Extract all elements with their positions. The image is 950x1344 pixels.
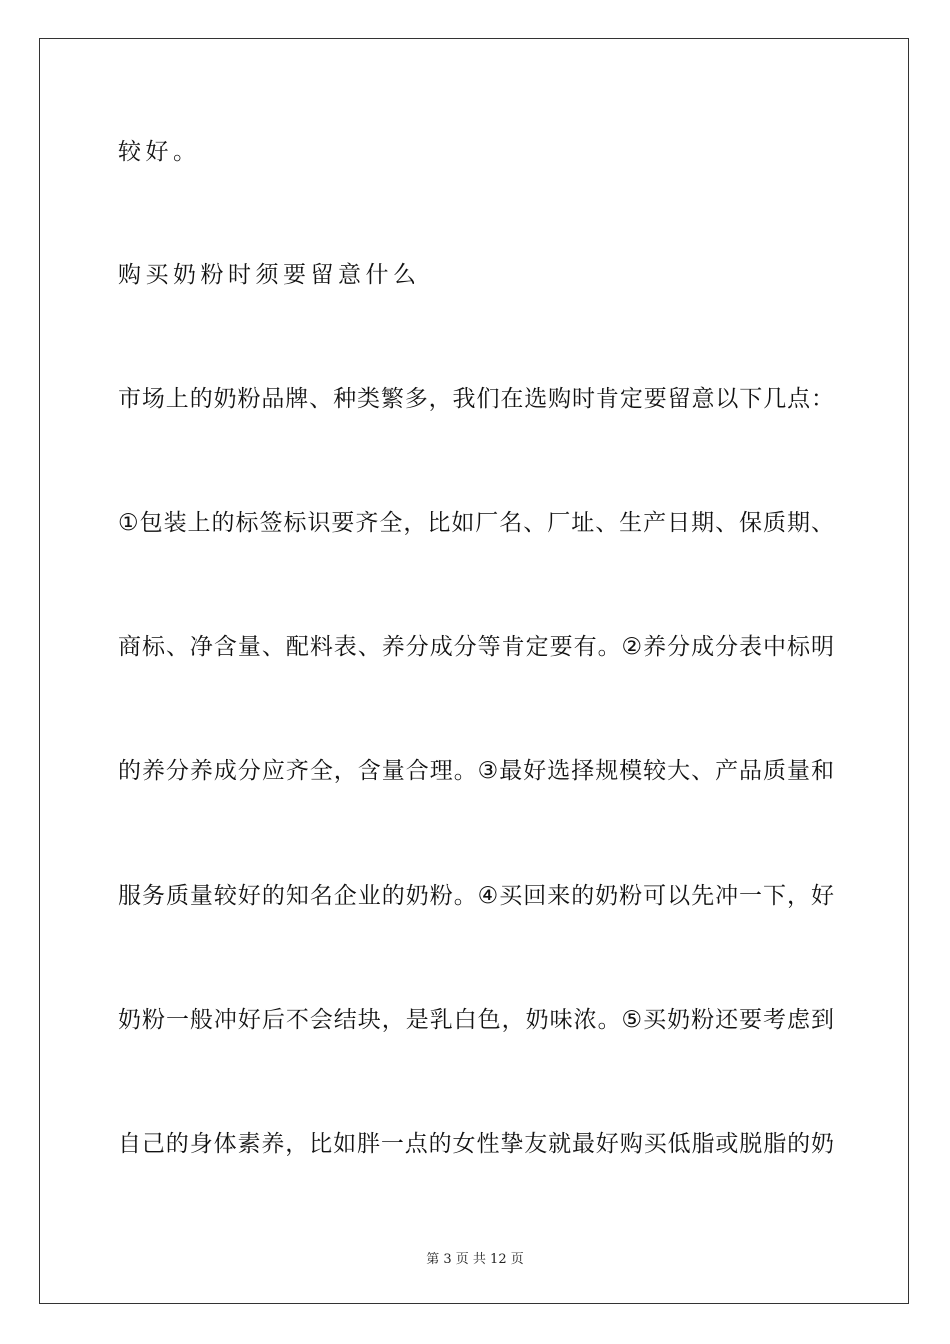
text-line-3: 市场上的奶粉品牌、种类繁多，我们在选购时肯定要留意以下几点： <box>118 386 834 412</box>
text-line-4: ①包装上的标签标识要齐全，比如厂名、厂址、生产日期、保质期、 <box>118 510 834 536</box>
page-number-footer: 第 3 页 共 12 页 <box>426 1252 524 1267</box>
text-line-5: 商标、净含量、配料表、养分成分等肯定要有。②养分成分表中标明 <box>118 634 834 660</box>
text-line-9: 自己的身体素养，比如胖一点的女性挚友就最好购买低脂或脱脂的奶 <box>118 1131 834 1157</box>
page-border <box>39 38 909 1304</box>
text-line-7: 服务质量较好的知名企业的奶粉。④买回来的奶粉可以先冲一下，好 <box>118 883 834 909</box>
section-heading: 购买奶粉时须要留意什么 <box>118 262 421 288</box>
text-line-8: 奶粉一般冲好后不会结块，是乳白色，奶味浓。⑤买奶粉还要考虑到 <box>118 1007 834 1033</box>
text-line-6: 的养分养成分应齐全，含量合理。③最好选择规模较大、产品质量和 <box>118 758 834 784</box>
text-line-1: 较好。 <box>118 139 201 165</box>
